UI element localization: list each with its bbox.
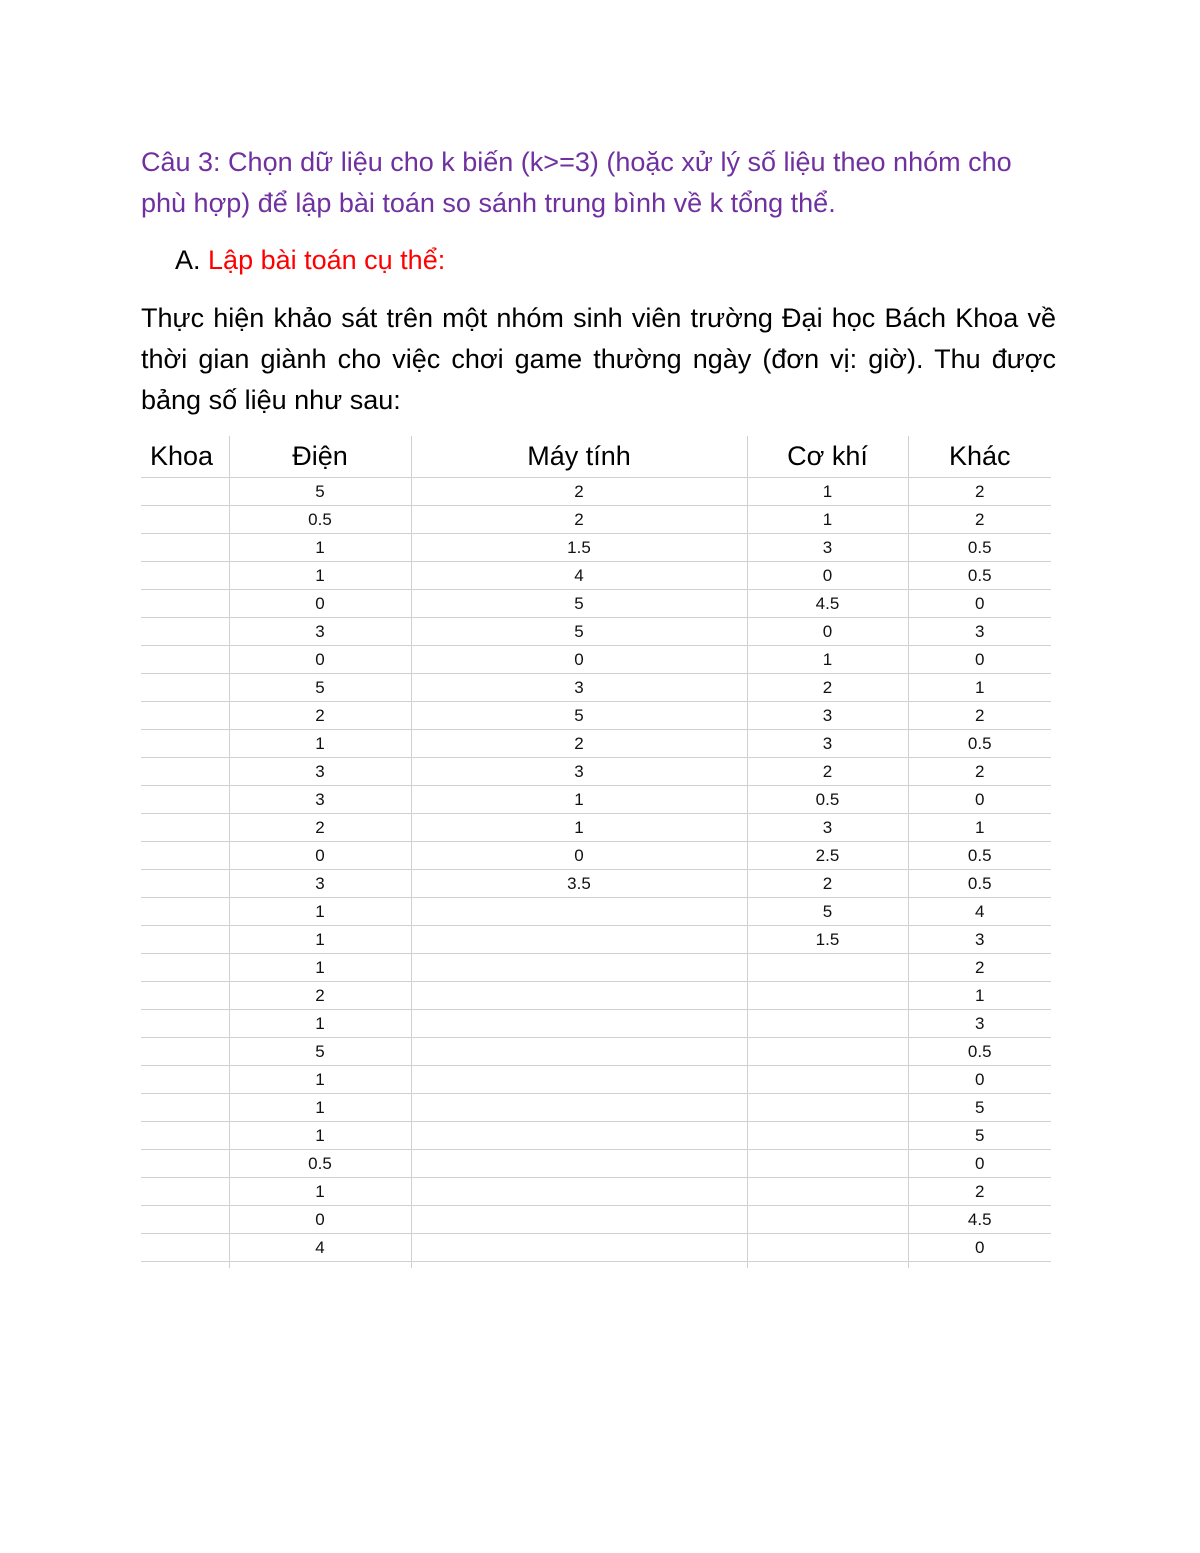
cell-khac: 0 <box>908 1234 1051 1262</box>
section-title: Lập bài toán cụ thể: <box>208 245 446 275</box>
header-may-tinh: Máy tính <box>411 436 747 478</box>
cell-khac: 2 <box>908 758 1051 786</box>
cell-co-khi: 3 <box>747 534 908 562</box>
cell-co-khi: 3 <box>747 730 908 758</box>
cell-may-tinh: 2 <box>411 506 747 534</box>
table-row <box>141 786 1051 814</box>
cell-dien: 1 <box>229 1122 411 1150</box>
table-row <box>141 898 1051 926</box>
cell-co-khi: 0.5 <box>747 786 908 814</box>
cell-co-khi: 1 <box>747 506 908 534</box>
cell-dien: 1 <box>229 1066 411 1094</box>
cell-khoa <box>141 674 229 702</box>
cell-may-tinh <box>411 1122 747 1150</box>
cell-may-tinh: 5 <box>411 702 747 730</box>
cell-khoa <box>141 618 229 646</box>
cell-may-tinh: 1 <box>411 786 747 814</box>
cell-khac: 0.5 <box>908 870 1051 898</box>
cell-dien: 2 <box>229 702 411 730</box>
cell-dien: 0.5 <box>229 506 411 534</box>
spacer-cell <box>411 1262 747 1269</box>
cell-khoa <box>141 982 229 1010</box>
table-row <box>141 674 1051 702</box>
cell-co-khi: 2 <box>747 758 908 786</box>
cell-khoa <box>141 702 229 730</box>
spacer-cell <box>908 1262 1051 1269</box>
cell-khoa <box>141 786 229 814</box>
cell-co-khi: 1 <box>747 646 908 674</box>
cell-khoa <box>141 1234 229 1262</box>
cell-dien: 3 <box>229 786 411 814</box>
cell-may-tinh: 0 <box>411 842 747 870</box>
cell-khac: 2 <box>908 1178 1051 1206</box>
cell-dien: 1 <box>229 954 411 982</box>
cell-khoa <box>141 1122 229 1150</box>
table-row <box>141 702 1051 730</box>
cell-khoa <box>141 1094 229 1122</box>
cell-khoa <box>141 730 229 758</box>
table-row <box>141 1150 1051 1178</box>
cell-dien: 4 <box>229 1234 411 1262</box>
table-row <box>141 1178 1051 1206</box>
section-number: A. <box>175 245 201 275</box>
cell-co-khi <box>747 1234 908 1262</box>
cell-may-tinh <box>411 1234 747 1262</box>
cell-may-tinh: 3 <box>411 758 747 786</box>
header-dien: Điện <box>229 436 411 478</box>
cell-co-khi <box>747 982 908 1010</box>
cell-dien: 1 <box>229 730 411 758</box>
cell-co-khi: 0 <box>747 562 908 590</box>
cell-dien: 0 <box>229 1206 411 1234</box>
cell-khoa <box>141 1206 229 1234</box>
table-row <box>141 506 1051 534</box>
cell-khac: 0.5 <box>908 730 1051 758</box>
description-text: Thực hiện khảo sát trên một nhóm sinh viên trường Đại học Bách Khoa về thời gian giành cho việc chơi game thường ngày (đơn vị: giờ). Thu được bảng số liệu như sau: <box>141 303 1056 415</box>
table-row <box>141 926 1051 954</box>
spacer-cell <box>229 1262 411 1269</box>
cell-dien: 0.5 <box>229 1150 411 1178</box>
table-row <box>141 982 1051 1010</box>
cell-may-tinh <box>411 1178 747 1206</box>
section-heading <box>175 240 775 281</box>
cell-co-khi <box>747 1150 908 1178</box>
table-row <box>141 1234 1051 1262</box>
spacer-cell <box>141 1262 229 1269</box>
cell-khoa <box>141 1010 229 1038</box>
table-row <box>141 562 1051 590</box>
cell-khoa <box>141 842 229 870</box>
cell-may-tinh: 4 <box>411 562 747 590</box>
cell-khac: 2 <box>908 478 1051 506</box>
table-row <box>141 842 1051 870</box>
cell-khoa <box>141 534 229 562</box>
table-row <box>141 1094 1051 1122</box>
cell-co-khi: 1.5 <box>747 926 908 954</box>
cell-co-khi <box>747 1094 908 1122</box>
cell-dien: 1 <box>229 534 411 562</box>
cell-co-khi: 2 <box>747 870 908 898</box>
header-khac: Khác <box>908 436 1051 478</box>
table-row <box>141 954 1051 982</box>
cell-khoa <box>141 814 229 842</box>
cell-khac: 0 <box>908 646 1051 674</box>
header-khoa: Khoa <box>141 436 229 478</box>
cell-may-tinh: 1.5 <box>411 534 747 562</box>
table-row <box>141 646 1051 674</box>
cell-khoa <box>141 926 229 954</box>
cell-may-tinh <box>411 1094 747 1122</box>
cell-khoa <box>141 506 229 534</box>
cell-khoa <box>141 898 229 926</box>
cell-co-khi: 4.5 <box>747 590 908 618</box>
table-row <box>141 478 1051 506</box>
cell-dien: 1 <box>229 1010 411 1038</box>
table-row <box>141 534 1051 562</box>
cell-khac: 1 <box>908 982 1051 1010</box>
table-row <box>141 1038 1051 1066</box>
cell-co-khi: 3 <box>747 814 908 842</box>
cell-co-khi: 2 <box>747 674 908 702</box>
cell-may-tinh: 5 <box>411 590 747 618</box>
cell-khac: 3 <box>908 926 1051 954</box>
cell-khac: 0.5 <box>908 842 1051 870</box>
cell-dien: 3 <box>229 618 411 646</box>
cell-co-khi <box>747 1206 908 1234</box>
question-text: Câu 3: Chọn dữ liệu cho k biến (k>=3) (hoặc xử lý số liệu theo nhóm cho phù hợp) để lập bài toán so sánh trung bình về k tổng thể. <box>141 147 1012 218</box>
cell-may-tinh <box>411 926 747 954</box>
cell-may-tinh: 3.5 <box>411 870 747 898</box>
table-header-row <box>141 436 1051 478</box>
cell-co-khi: 2.5 <box>747 842 908 870</box>
cell-khoa <box>141 1066 229 1094</box>
cell-may-tinh: 3 <box>411 674 747 702</box>
table-row <box>141 758 1051 786</box>
header-co-khi: Cơ khí <box>747 436 908 478</box>
table-row <box>141 1122 1051 1150</box>
cell-co-khi <box>747 1122 908 1150</box>
cell-khac: 0.5 <box>908 534 1051 562</box>
cell-khac: 2 <box>908 702 1051 730</box>
cell-may-tinh: 2 <box>411 730 747 758</box>
cell-khac: 5 <box>908 1122 1051 1150</box>
cell-dien: 1 <box>229 1094 411 1122</box>
cell-khac: 0 <box>908 786 1051 814</box>
cell-dien: 1 <box>229 562 411 590</box>
cell-khac: 4 <box>908 898 1051 926</box>
cell-dien: 1 <box>229 1178 411 1206</box>
cell-khac: 0 <box>908 590 1051 618</box>
cell-dien: 5 <box>229 674 411 702</box>
cell-may-tinh: 1 <box>411 814 747 842</box>
cell-may-tinh <box>411 1038 747 1066</box>
cell-khoa <box>141 1178 229 1206</box>
cell-khoa <box>141 870 229 898</box>
cell-co-khi <box>747 954 908 982</box>
cell-co-khi: 5 <box>747 898 908 926</box>
cell-khac: 3 <box>908 1010 1051 1038</box>
cell-khac: 1 <box>908 674 1051 702</box>
cell-khac: 2 <box>908 506 1051 534</box>
cell-co-khi <box>747 1178 908 1206</box>
cell-co-khi: 0 <box>747 618 908 646</box>
cell-may-tinh <box>411 1206 747 1234</box>
table-row <box>141 870 1051 898</box>
cell-may-tinh <box>411 1150 747 1178</box>
cell-dien: 0 <box>229 590 411 618</box>
cell-khac: 0.5 <box>908 562 1051 590</box>
spacer-cell <box>747 1262 908 1269</box>
cell-khoa <box>141 758 229 786</box>
cell-khoa <box>141 478 229 506</box>
cell-dien: 5 <box>229 1038 411 1066</box>
cell-dien: 2 <box>229 982 411 1010</box>
cell-co-khi <box>747 1038 908 1066</box>
cell-co-khi: 1 <box>747 478 908 506</box>
cell-khac: 4.5 <box>908 1206 1051 1234</box>
table-body <box>141 478 1051 1269</box>
cell-may-tinh: 5 <box>411 618 747 646</box>
cell-khac: 5 <box>908 1094 1051 1122</box>
cell-co-khi: 3 <box>747 702 908 730</box>
cell-may-tinh <box>411 898 747 926</box>
cell-khac: 0 <box>908 1150 1051 1178</box>
cell-may-tinh <box>411 1066 747 1094</box>
table-row <box>141 590 1051 618</box>
cell-khoa <box>141 562 229 590</box>
cell-co-khi <box>747 1066 908 1094</box>
cell-dien: 0 <box>229 842 411 870</box>
cell-may-tinh <box>411 954 747 982</box>
cell-khac: 1 <box>908 814 1051 842</box>
table-spacer-row <box>141 1262 1051 1269</box>
cell-dien: 3 <box>229 870 411 898</box>
table-row <box>141 730 1051 758</box>
cell-dien: 5 <box>229 478 411 506</box>
cell-co-khi <box>747 1010 908 1038</box>
cell-khoa <box>141 1038 229 1066</box>
cell-khac: 2 <box>908 954 1051 982</box>
table-row <box>141 814 1051 842</box>
cell-may-tinh <box>411 982 747 1010</box>
table-row <box>141 1066 1051 1094</box>
table-row <box>141 618 1051 646</box>
cell-khoa <box>141 954 229 982</box>
cell-dien: 1 <box>229 898 411 926</box>
table-row <box>141 1206 1051 1234</box>
cell-khoa <box>141 590 229 618</box>
cell-khac: 0.5 <box>908 1038 1051 1066</box>
cell-dien: 1 <box>229 926 411 954</box>
cell-dien: 2 <box>229 814 411 842</box>
cell-khac: 3 <box>908 618 1051 646</box>
cell-khac: 0 <box>908 1066 1051 1094</box>
cell-dien: 3 <box>229 758 411 786</box>
cell-may-tinh: 2 <box>411 478 747 506</box>
cell-may-tinh: 0 <box>411 646 747 674</box>
table-row <box>141 1010 1051 1038</box>
data-table <box>141 436 1051 1268</box>
cell-may-tinh <box>411 1010 747 1038</box>
cell-dien: 0 <box>229 646 411 674</box>
cell-khoa <box>141 1150 229 1178</box>
cell-khoa <box>141 646 229 674</box>
